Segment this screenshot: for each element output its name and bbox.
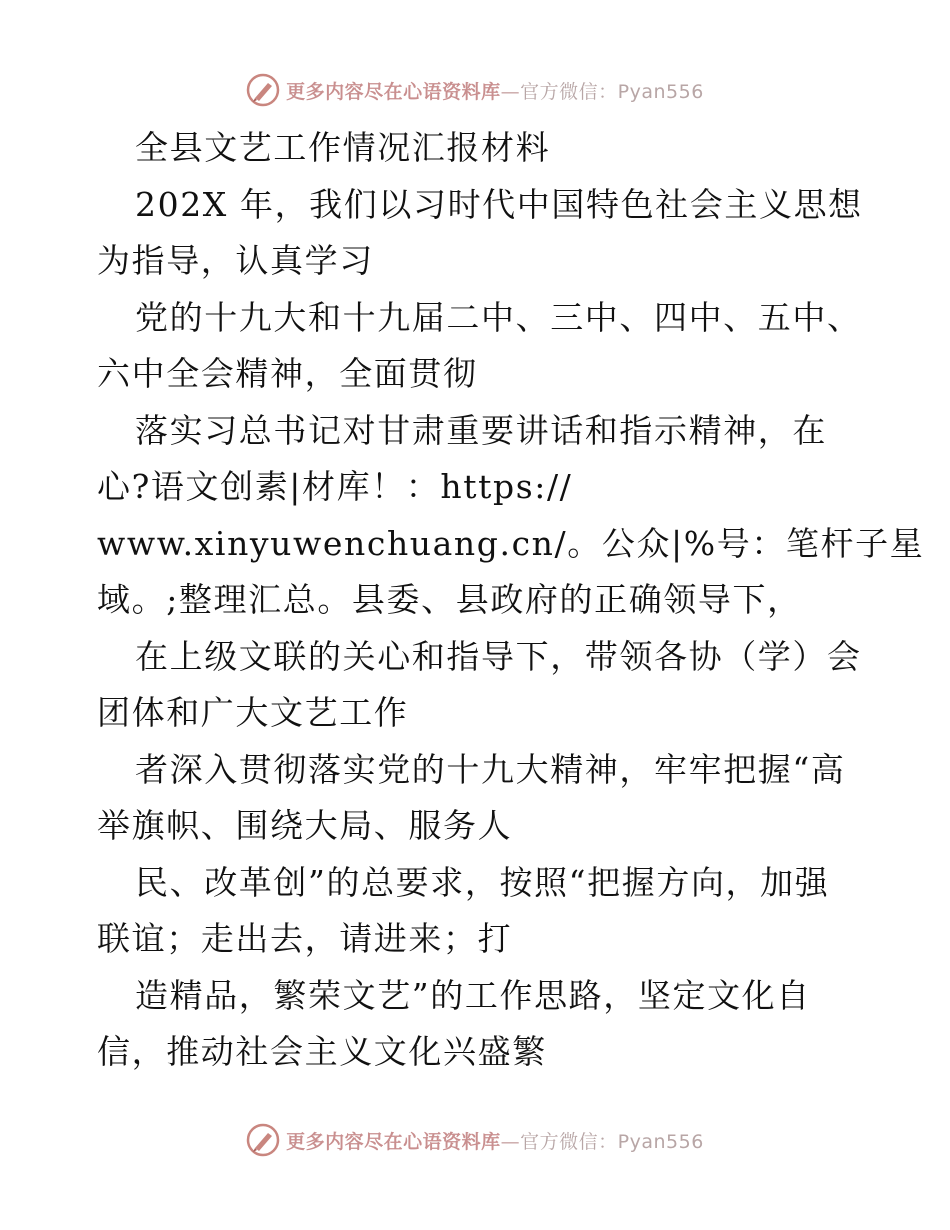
pen-logo-icon xyxy=(246,73,280,107)
header-brand: 更多内容尽在心语资料库 xyxy=(286,80,501,103)
document-body xyxy=(97,120,925,1081)
footer-banner xyxy=(0,1120,950,1160)
header-banner-text xyxy=(286,77,704,104)
paragraph-line: 为指导，认真学习 xyxy=(97,241,374,280)
paragraph-line: 者深入贯彻落实党的十九大精神，牢牢把握“高 xyxy=(135,749,846,789)
header-banner xyxy=(0,70,950,110)
header-contact: 官方微信：Pyan556 xyxy=(520,80,704,103)
paragraph-line: 党的十九大和十九届二中、三中、四中、五中、 xyxy=(135,297,862,337)
footer-contact: 官方微信：Pyan556 xyxy=(520,1130,704,1153)
header-separator: — xyxy=(500,80,521,103)
paragraph-line: 团体和广大文艺工作 xyxy=(97,693,409,732)
document-title: 全县文艺工作情况汇报材料 xyxy=(135,128,551,167)
paragraph-line: 域。;整理汇总。县委、县政府的正确领导下， xyxy=(97,580,802,619)
paragraph-line: 信，推动社会主义文化兴盛繁 xyxy=(97,1032,547,1071)
footer-banner-text xyxy=(286,1127,704,1154)
pen-logo-icon xyxy=(246,1123,280,1157)
paragraph-line: 落实习总书记对甘肃重要讲话和指示精神，在 xyxy=(135,410,827,450)
paragraph-line: 六中全会精神，全面贯彻 xyxy=(97,354,478,393)
paragraph-line: 在上级文联的关心和指导下，带领各协（学）会 xyxy=(135,636,862,676)
paragraph-line: 民、改革创”的总要求，按照“把握方向，加强 xyxy=(135,862,830,902)
paragraph-line: 举旗帜、围绕大局、服务人 xyxy=(97,806,513,845)
paragraph-line: 心?语文创素|材库！：https:// xyxy=(97,467,573,506)
paragraph-line: 造精品，繁荣文艺”的工作思路，坚定文化自 xyxy=(135,975,811,1015)
paragraph-line: 联谊；走出去，请进来；打 xyxy=(97,919,513,958)
footer-brand: 更多内容尽在心语资料库 xyxy=(286,1130,501,1153)
paragraph-line: 202X 年，我们以习时代中国特色社会主义思想 xyxy=(135,184,863,224)
footer-separator: — xyxy=(500,1130,521,1153)
paragraph-line: www.xinyuwenchuang.cn/。公众|%号：笔杆子星 xyxy=(97,523,925,563)
